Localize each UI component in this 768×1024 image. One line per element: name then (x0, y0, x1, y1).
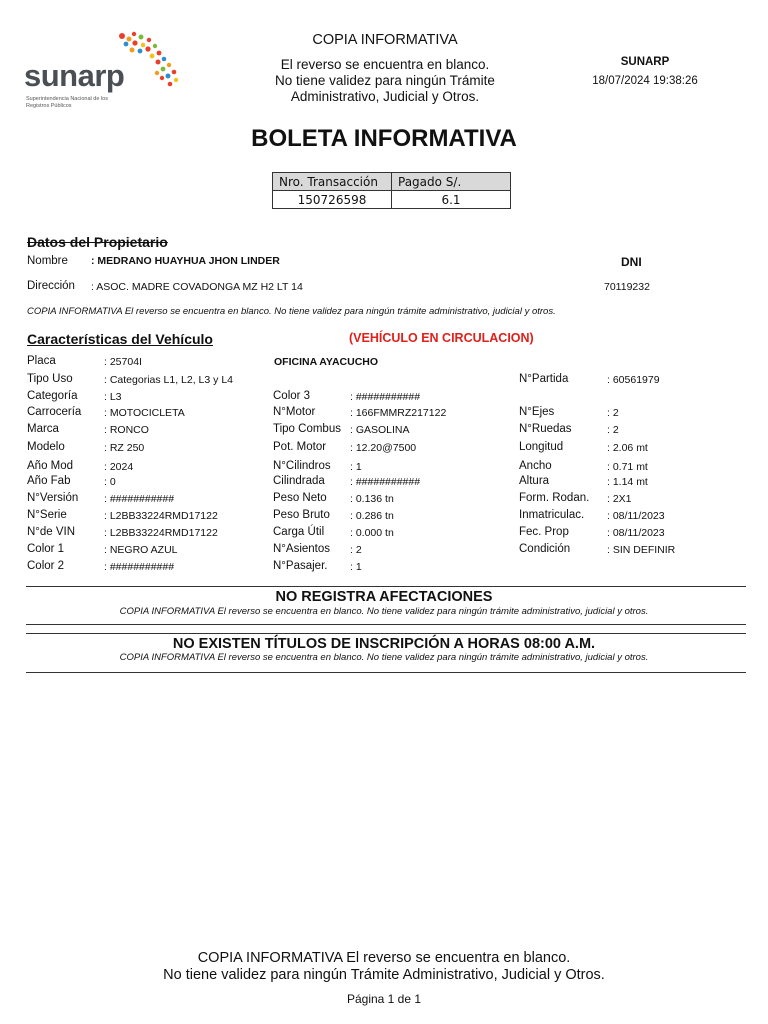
vehicle-field-label: Placa (27, 355, 56, 367)
vehicle-field-label: Peso Neto (273, 492, 327, 504)
divider (26, 633, 746, 634)
vehicle-field-value: : L3 (104, 391, 122, 403)
sunarp-logo (22, 28, 192, 114)
logo-wordmark: sunarp (24, 58, 125, 93)
vehicle-field-value: : RONCO (104, 424, 149, 436)
header-org: SUNARP (620, 56, 670, 68)
vehicle-field-label: Año Mod (27, 460, 74, 472)
footer-line-1: COPIA INFORMATIVA El reverso se encuentra en blanco. (197, 950, 571, 966)
vehicle-field-value: : 2X1 (607, 493, 632, 505)
owner-doc-label: DNI (621, 255, 642, 269)
vehicle-field-label: N°Versión (27, 492, 79, 504)
vehicle-field-label: N°de VIN (27, 526, 76, 538)
vehicle-field-label: N°Ruedas (519, 423, 572, 435)
vehicle-field-value: : 08/11/2023 (607, 510, 665, 522)
vehicle-field-value: : 2 (350, 544, 362, 556)
vehicle-field-label: Inmatriculac. (519, 509, 585, 521)
logo-subtitle: Superintendencia Nacional de los Registros Públicos (26, 96, 108, 109)
vehicle-field-label: Color 1 (27, 543, 65, 555)
transaction-value-row (273, 191, 511, 209)
transaction-col2-header: Pagado S/. (392, 173, 511, 191)
vehicle-field-value: : ########### (104, 493, 175, 505)
vehicle-field-label: Carrocería (27, 406, 82, 418)
vehicle-field-value: : GASOLINA (350, 424, 410, 436)
vehicle-field-value: : 12.20@7500 (350, 442, 417, 454)
vehicle-field-value: : SIN DEFINIR (607, 544, 676, 556)
vehicle-field-label: Color 3 (273, 390, 311, 402)
header-datetime: 18/07/2024 19:38:26 (592, 75, 698, 87)
vehicle-field-value: : NEGRO AZUL (104, 544, 178, 556)
titles-note: COPIA INFORMATIVA El reverso se encuentra en blanco. No tiene validez para ningún trámite administrativo, judicial y otros. (119, 652, 649, 663)
vehicle-field-value: : 60561979 (607, 374, 660, 386)
transaction-header-row (273, 173, 511, 191)
vehicle-field-value: : 166FMMRZ217122 (350, 407, 447, 419)
vehicle-field-label: Carga Útil (273, 526, 325, 538)
header-copy-lines (230, 57, 540, 105)
vehicle-field-label: Altura (519, 475, 550, 487)
footer-line-2: No tiene validez para ningún Trámite Administrativo, Judicial y Otros. (163, 967, 605, 983)
vehicle-field-value: : ########### (104, 561, 175, 573)
transaction-table (272, 172, 511, 209)
vehicle-field-value: : 2 (607, 424, 619, 436)
vehicle-field-label: Color 2 (27, 560, 65, 572)
titles-title: NO EXISTEN TÍTULOS DE INSCRIPCIÓN A HORAS 08:00 A.M. (172, 636, 596, 652)
vehicle-field-value: : 1.14 mt (607, 476, 648, 488)
vehicle-field-label: N°Pasajer. (273, 560, 328, 572)
page-number: Página 1 de 1 (346, 992, 422, 1006)
vehicle-field-value: : 1 (350, 461, 362, 473)
vehicle-status: (VEHÍCULO EN CIRCULACION) (349, 331, 534, 345)
vehicle-field-label: Cilindrada (273, 475, 325, 487)
vehicle-field-label: Categoría (27, 390, 78, 402)
header-copy-line-3: Administrativo, Judicial y Otros. (290, 89, 480, 104)
divider (26, 672, 746, 673)
owner-name-value: : MEDRANO HUAYHUA JHON LINDER (91, 255, 280, 267)
vehicle-office: OFICINA AYACUCHO (274, 356, 379, 368)
vehicle-field-value: : 08/11/2023 (607, 527, 665, 539)
vehicle-field-value: : 0 (104, 476, 116, 488)
vehicle-field-value: : 0.000 tn (350, 527, 394, 539)
divider (26, 624, 746, 625)
header-copy-line-2: No tiene validez para ningún Trámite (275, 73, 495, 88)
owner-note: COPIA INFORMATIVA El reverso se encuentra en blanco. No tiene validez para ningún trámite administrativo, judicial y otros. (27, 306, 556, 317)
vehicle-field-value: : Categorias L1, L2, L3 y L4 (104, 374, 233, 386)
vehicle-field-value: : RZ 250 (104, 442, 145, 454)
vehicle-field-label: N°Asientos (273, 543, 331, 555)
vehicle-field-label: N°Motor (273, 406, 316, 418)
vehicle-field-label: Ancho (519, 460, 552, 472)
owner-section-title: Datos del Propietario (27, 234, 168, 250)
transaction-paid: 6.1 (392, 191, 511, 209)
vehicle-field-label: Pot. Motor (273, 441, 327, 453)
vehicle-field-value: : 2.06 mt (607, 442, 648, 454)
page-title: BOLETA INFORMATIVA (251, 125, 517, 152)
affectations-title: NO REGISTRA AFECTACIONES (275, 589, 493, 605)
transaction-number: 150726598 (273, 191, 392, 209)
vehicle-field-value: : 0.136 tn (350, 493, 394, 505)
vehicle-field-value: : 25704I (104, 356, 142, 368)
vehicle-field-label: Modelo (27, 441, 65, 453)
transaction-col1-header: Nro. Transacción (273, 173, 392, 191)
owner-address-label: Dirección (27, 280, 75, 292)
vehicle-field-label: N°Cilindros (273, 460, 331, 472)
vehicle-field-label: Marca (27, 423, 59, 435)
owner-address-value: : ASOC. MADRE COVADONGA MZ H2 LT 14 (91, 281, 303, 293)
vehicle-field-value: : 0.286 tn (350, 510, 394, 522)
header-copy-line-1: El reverso se encuentra en blanco. (280, 57, 490, 72)
vehicle-field-label: Fec. Prop (519, 526, 569, 538)
affectations-note: COPIA INFORMATIVA El reverso se encuentra en blanco. No tiene validez para ningún trámite administrativo, judicial y otros. (119, 606, 649, 617)
vehicle-field-label: N°Serie (27, 509, 67, 521)
vehicle-field-label: Año Fab (27, 475, 71, 487)
owner-doc-value: 70119232 (604, 281, 650, 293)
owner-name-label: Nombre (27, 255, 68, 267)
vehicle-field-value: : 0.71 mt (607, 461, 648, 473)
divider (26, 586, 746, 587)
vehicle-field-value: : ########### (350, 476, 421, 488)
vehicle-field-value: : 2 (607, 407, 619, 419)
vehicle-field-label: Condición (519, 543, 571, 555)
vehicle-field-label: Tipo Uso (27, 373, 73, 385)
vehicle-field-value: : L2BB33224RMD17122 (104, 510, 218, 522)
vehicle-field-label: Form. Rodan. (519, 492, 590, 504)
vehicle-field-value: : ########### (350, 391, 421, 403)
vehicle-field-value: : 2024 (104, 461, 134, 473)
vehicle-field-label: N°Ejes (519, 406, 555, 418)
vehicle-field-value: : 1 (350, 561, 362, 573)
vehicle-field-value: : MOTOCICLETA (104, 407, 185, 419)
vehicle-field-label: Tipo Combus (273, 423, 341, 435)
header-copy-title: COPIA INFORMATIVA (312, 32, 458, 48)
vehicle-section-title: Características del Vehículo (27, 331, 213, 347)
vehicle-field-value: : L2BB33224RMD17122 (104, 527, 218, 539)
vehicle-field-label: N°Partida (519, 373, 569, 385)
vehicle-field-label: Longitud (519, 441, 564, 453)
vehicle-field-label: Peso Bruto (273, 509, 330, 521)
